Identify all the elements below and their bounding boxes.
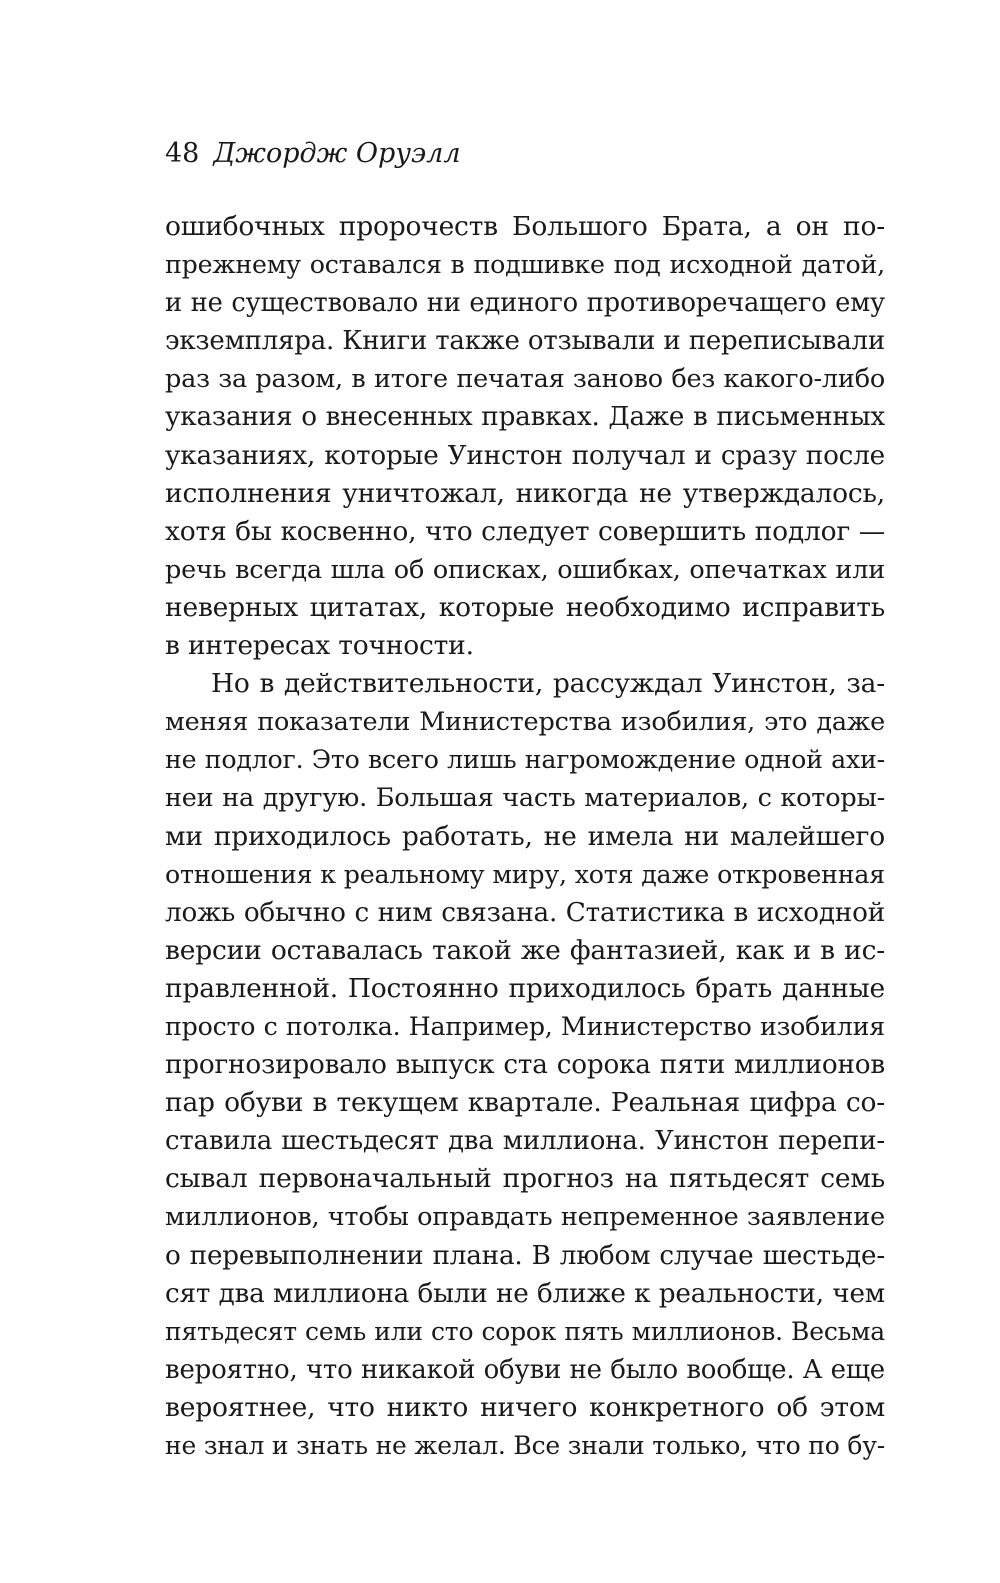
text-line: меняя показатели Министерства изобилия, это даже	[165, 707, 885, 738]
running-title: Джордж Оруэлл	[213, 138, 461, 169]
text-line: Но в действительности, рассуждал Уинстон, за-	[211, 668, 885, 700]
text-line: экземпляра. Книги также отзывали и переписывали	[165, 326, 885, 357]
text-line: сят два миллиона были не ближе к реальности, чем	[165, 1278, 885, 1309]
text-line: ошибочных пророчеств Большого Брата, а он по-	[165, 211, 885, 242]
text-line: отношения к реальному миру, хотя даже откровенная	[165, 859, 885, 889]
paragraph	[165, 208, 885, 665]
text-line: указания о внесенных правках. Даже в письменных	[165, 402, 885, 433]
text-line: ставила шестьдесят два миллиона. Уинстон перепи-	[165, 1126, 885, 1157]
text-line: и не существовало ни единого противоречащего ему	[165, 288, 885, 319]
page-number: 48	[165, 138, 200, 169]
text-line: о перевыполнении плана. В любом случае шестьде-	[165, 1240, 885, 1271]
running-head	[165, 136, 461, 172]
paragraph	[165, 665, 885, 1465]
text-line: просто с потолка. Например, Министерство изобилия	[165, 1011, 885, 1041]
text-line: хотя бы косвенно, что следует совершить подлог —	[165, 515, 885, 547]
text-line: неи на другую. Большая часть материалов, с которы-	[165, 783, 885, 814]
text-line: вероятно, что никакой обуви не было вообще. А еще	[165, 1354, 885, 1385]
text-line: прогнозировало выпуск ста сорока пяти миллионов	[165, 1050, 885, 1081]
text-line: ми приходилось работать, не имела ни малейшего	[165, 820, 885, 852]
text-line: исполнения уничтожал, никогда не утверждалось,	[165, 477, 885, 509]
text-line: ложь обычно с ним связана. Статистика в исходной	[165, 897, 885, 928]
text-line: речь всегда шла об описках, ошибках, опечатках или	[165, 554, 885, 585]
text-line: миллионов, чтобы оправдать непременное заявление	[165, 1202, 885, 1233]
text-line: пятьдесят семь или сто сорок пять миллионов. Весьма	[165, 1316, 885, 1346]
text-line: сывал первоначальный прогноз на пятьдесят семь	[165, 1163, 885, 1195]
text-line: правленной. Постоянно приходилось брать данные	[165, 972, 885, 1004]
text-line: пар обуви в текущем квартале. Реальная цифра со-	[165, 1087, 885, 1119]
text-line: вероятнее, что никто ничего конкретного об этом	[165, 1391, 885, 1423]
text-line: указаниях, которые Уинстон получал и сразу после	[165, 440, 885, 471]
text-line: не подлог. Это всего лишь нагромождение одной ахи-	[165, 745, 885, 775]
text-line: версии оставалась такой же фантазией, как и в ис-	[165, 934, 885, 966]
text-line: не знал и знать не желал. Все знали только, что по бу-	[165, 1431, 885, 1460]
text-line: прежнему оставался в подшивке под исходной датой,	[165, 250, 885, 280]
text-line: раз за разом, в итоге печатая заново без какого-либо	[165, 364, 885, 395]
text-line: в интересах точности.	[165, 630, 474, 662]
text-block	[165, 208, 885, 1465]
text-line: неверных цитатах, которые необходимо исправить	[165, 591, 885, 623]
